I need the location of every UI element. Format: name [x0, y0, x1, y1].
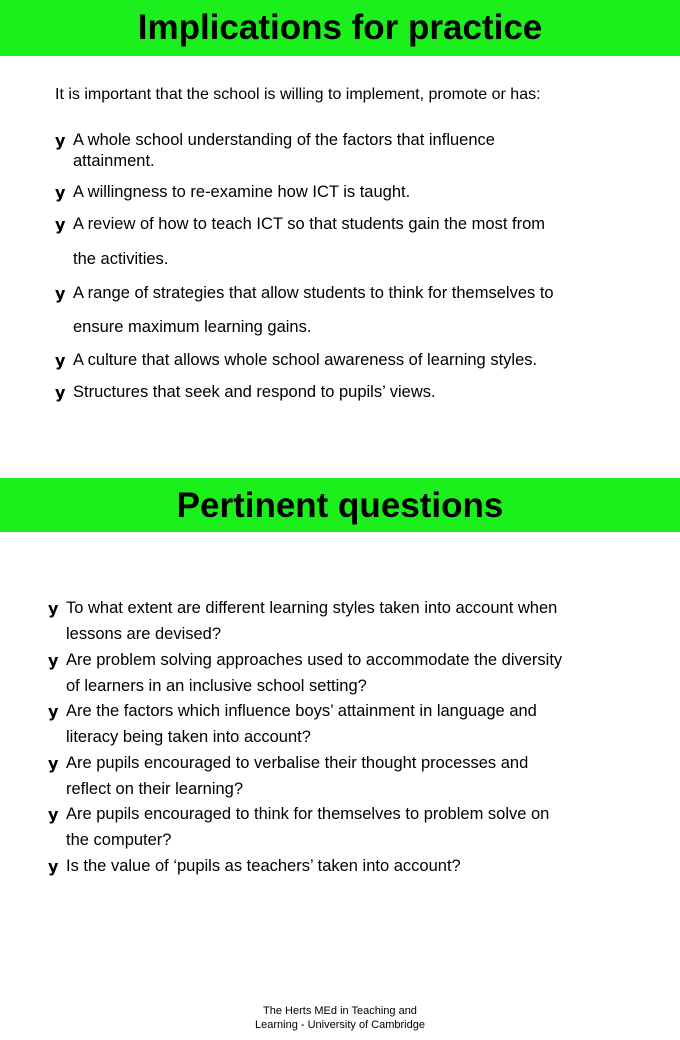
intro-text: It is important that the school is willing to implement, promote or has:	[55, 86, 541, 103]
list-item-text: Are the factors which influence boys’ attainment in language and	[66, 702, 537, 720]
footer	[240, 1004, 440, 1032]
list-item-text: Are pupils encouraged to verbalise their thought processes and	[66, 754, 529, 772]
list-item-text: To what extent are different learning styles taken into account when	[66, 599, 558, 617]
list-item-text-continued: literacy being taken into account?	[66, 728, 311, 746]
list-item-text: Are pupils encouraged to think for themselves to problem solve on	[66, 805, 550, 823]
bullet-icon: y	[55, 215, 66, 234]
bullet-icon: y	[48, 805, 59, 824]
list-item-text: A review of how to teach ICT so that students gain the most from	[73, 215, 546, 233]
footer-line: Learning - University of Cambridge	[255, 1019, 425, 1031]
bullet-icon: y	[48, 702, 59, 721]
bullet-icon: y	[55, 131, 66, 150]
section-title-pertinent-questions: Pertinent questions	[0, 478, 680, 532]
list-item-text: Structures that seek and respond to pupils’ views.	[73, 383, 436, 401]
footer-line: The Herts MEd in Teaching and	[263, 1005, 417, 1017]
list-item-text-continued: ensure maximum learning gains.	[73, 318, 312, 336]
list-item-text-continued: the computer?	[66, 831, 172, 849]
list-item-text: A range of strategies that allow students to think for themselves to	[73, 284, 554, 302]
list-item-text-continued: of learners in an inclusive school setting?	[66, 677, 367, 695]
list-item-text: A willingness to re-examine how ICT is taught.	[73, 183, 411, 201]
bullet-icon: y	[48, 857, 59, 876]
bullet-icon: y	[55, 351, 66, 370]
bullet-icon: y	[55, 383, 66, 402]
bullet-icon: y	[48, 599, 59, 618]
list-item-text: Is the value of ‘pupils as teachers’ taken into account?	[66, 857, 461, 875]
list-item-text-continued: the activities.	[73, 250, 169, 268]
list-item-text: A whole school understanding of the factors that influence	[73, 131, 495, 149]
section-title-implications: Implications for practice	[0, 0, 680, 56]
bullet-icon: y	[48, 651, 59, 670]
bullet-icon: y	[55, 284, 66, 303]
list-item-text-continued: reflect on their learning?	[66, 780, 244, 798]
list-item-text-continued: lessons are devised?	[66, 625, 222, 643]
list-item-text: Are problem solving approaches used to accommodate the diversity	[66, 651, 563, 669]
list-item-text: A culture that allows whole school awareness of learning styles.	[73, 351, 538, 369]
bullet-icon: y	[55, 183, 66, 202]
bullet-icon: y	[48, 754, 59, 773]
list-item-text-continued: attainment.	[73, 152, 155, 170]
